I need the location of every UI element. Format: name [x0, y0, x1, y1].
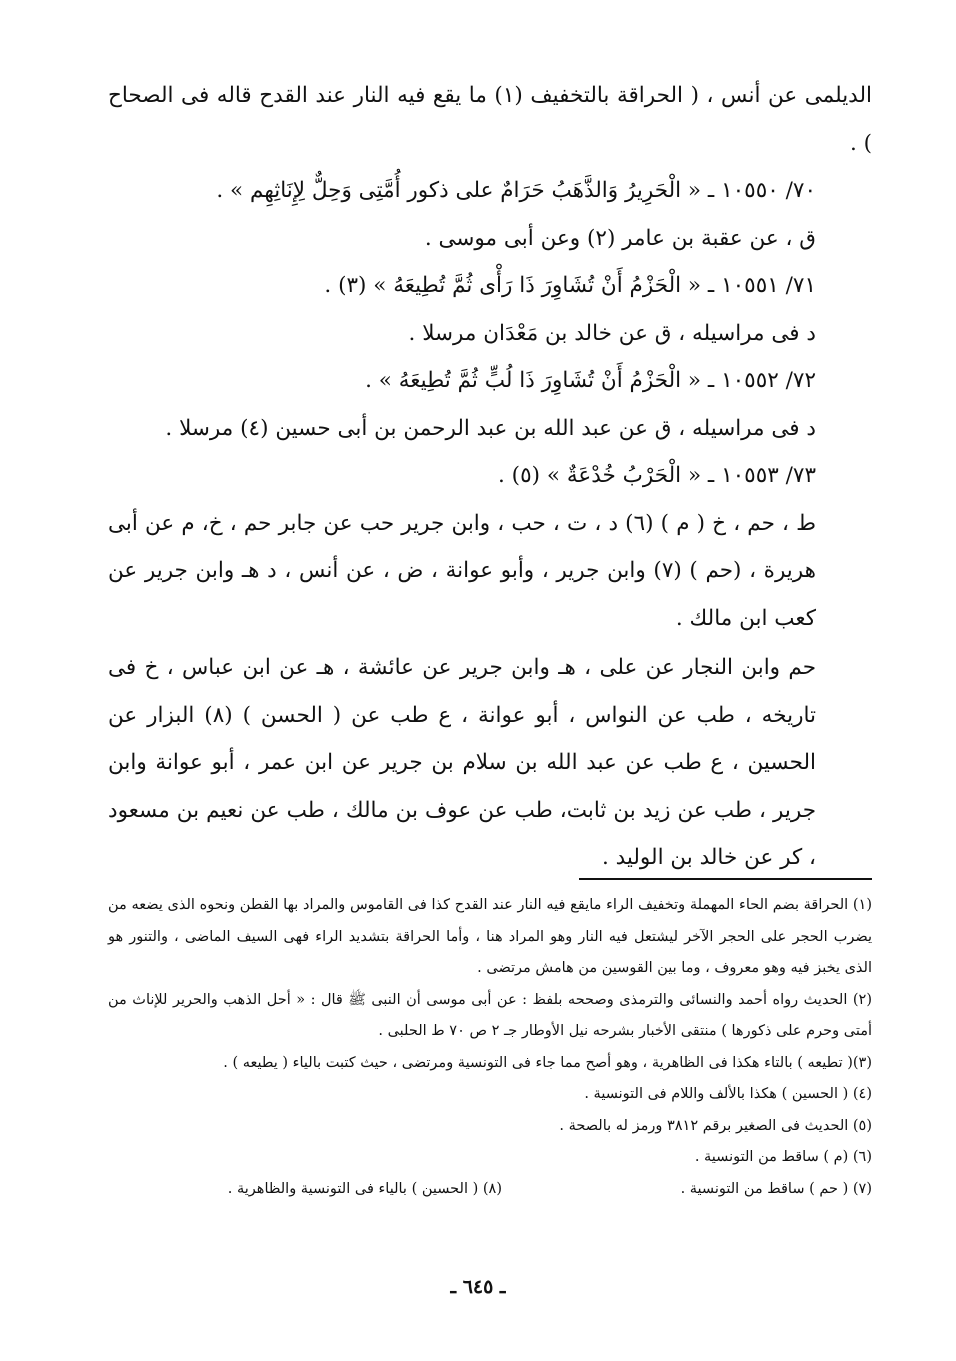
hadith-line: ٧٣/ ١٠٥٥٣ ـ « الْحَرْبُ خُدْعَةٌ » (٥) .: [498, 463, 816, 488]
hadith-line: ٧٢/ ١٠٥٥٢ ـ « الْحَزْمُ أَنْ تُشَاوِرَ ذَا لُبٍّ ثُمَّ تُطِيعَهُ » .: [365, 368, 816, 393]
footnote: (٥) الحديث فى الصغير برقم ٣٨١٢ ورمز له بالصحة .: [559, 1117, 872, 1134]
footnotes: [108, 890, 872, 1205]
footnote: (٦) (م ) ساقط من التونسية .: [694, 1149, 872, 1165]
hadith-line: ٧١/ ١٠٥٥١ ـ « الْحَزْمُ أَنْ تُشَاوِرَ ذَا رَأْى ثُمَّ تُطِيعَهُ » (٣) .: [324, 273, 816, 298]
footnote-row: [108, 1174, 872, 1206]
footnote: (٢) الحديث رواه أحمد والنسائى والترمذى وصححه بلفظ : عن أبى موسى أن النبى ﷺ قال : « أحل الذهب والحرير للإناث من أمتى وحرم على ذكورها ) منتقى الأخبار بشرحه نيل الأوطار جـ ٢ ص ٧٠ ط الحلبى .: [108, 991, 872, 1039]
main-text: [108, 72, 872, 882]
source-line: د فى مراسيله ، ق عن عبد الله بن عبد الرحمن بن أبى حسين (٤) مرسلا .: [165, 415, 816, 441]
source-line: ق ، عن عقبة بن عامر (٢) وعن أبى موسى .: [424, 225, 816, 251]
footnote: (٤) ( الحسين ) هكذا بالألف واللام فى التونسية .: [584, 1086, 872, 1102]
footnote: (٧) ( حم ) ساقط من التونسية .: [680, 1180, 872, 1197]
page-number: ـ ٦٤٥ ـ: [450, 1276, 506, 1298]
text-paragraph: حم وابن النجار عن على ، هـ وابن جرير عن عائشة ، هـ عن ابن عباس ، خ فى تاريخه ، طب عن النواس ، أبو عوانة ، ع طب عن ( الحسن ) (٨) البزار عن الحسين ، ع طب عن عبد الله بن سلام بن جرير عن ابن عمر ، أبو عوانة وابن جرير ، طب عن زيد بن ثابت، طب عن عوف بن مالك ، طب عن نعيم بن مسعود ، كر عن خالد بن الوليد .: [108, 655, 816, 870]
footnote-divider: [579, 878, 872, 880]
footnote: (٣)( تطيعه ) بالتاء هكذا فى الظاهرية ، وهو أصح مما جاء فى التونسية ومرتضى ، حيث كتبت بالياء ( يطيعه ) .: [223, 1054, 872, 1071]
footnote: (٨) ( الحسين ) بالياء فى التونسية والظاهرية .: [227, 1180, 502, 1197]
text-paragraph: ط ، حم ، خ ( م ) (٦) د ، ت ، حب ، وابن جرير حب عن جابر حم ، خ، م عن أبى هريرة ، (حم ) (٧) وابن جرير ، وأبو عوانة ، ض ، عن أنس ، د هـ وابن جرير عن كعب ابن مالك .: [108, 510, 816, 631]
hadith-line: ٧٠/ ١٠٥٥٠ ـ « الْحَرِيرُ وَالذَّهَبُ حَرَامٌ على ذكور أُمَّتِى وَحِلٌّ لِإِنَاثِهِم » .: [216, 178, 816, 203]
source-line: د فى مراسيله ، ق عن خالد بن مَعْدَان مرسلا .: [408, 320, 816, 346]
text-paragraph: الديلمى عن أنس ، ( الحراقة بالتخفيف (١) ما يقع فيه النار عند القدح قاله فى الصحاح ) .: [108, 83, 872, 156]
footnote: (١) الحراقة بضم الحاء المهملة وتخفيف الراء مايقع فيه النار عند القدح كذا فى القاموس والمراد بها القطن ونحوه الذى يضعه من يضرب الحجر على الحجر الآخر ليشتعل فيه النار وهو المراد هنا ، وأما الحراقة بتشديد الراء فهى السيف الماضى ، والتنور هو الذى يخبز فيه وهو معروف ، وما بين القوسين من هامش مرتضى .: [108, 897, 872, 976]
